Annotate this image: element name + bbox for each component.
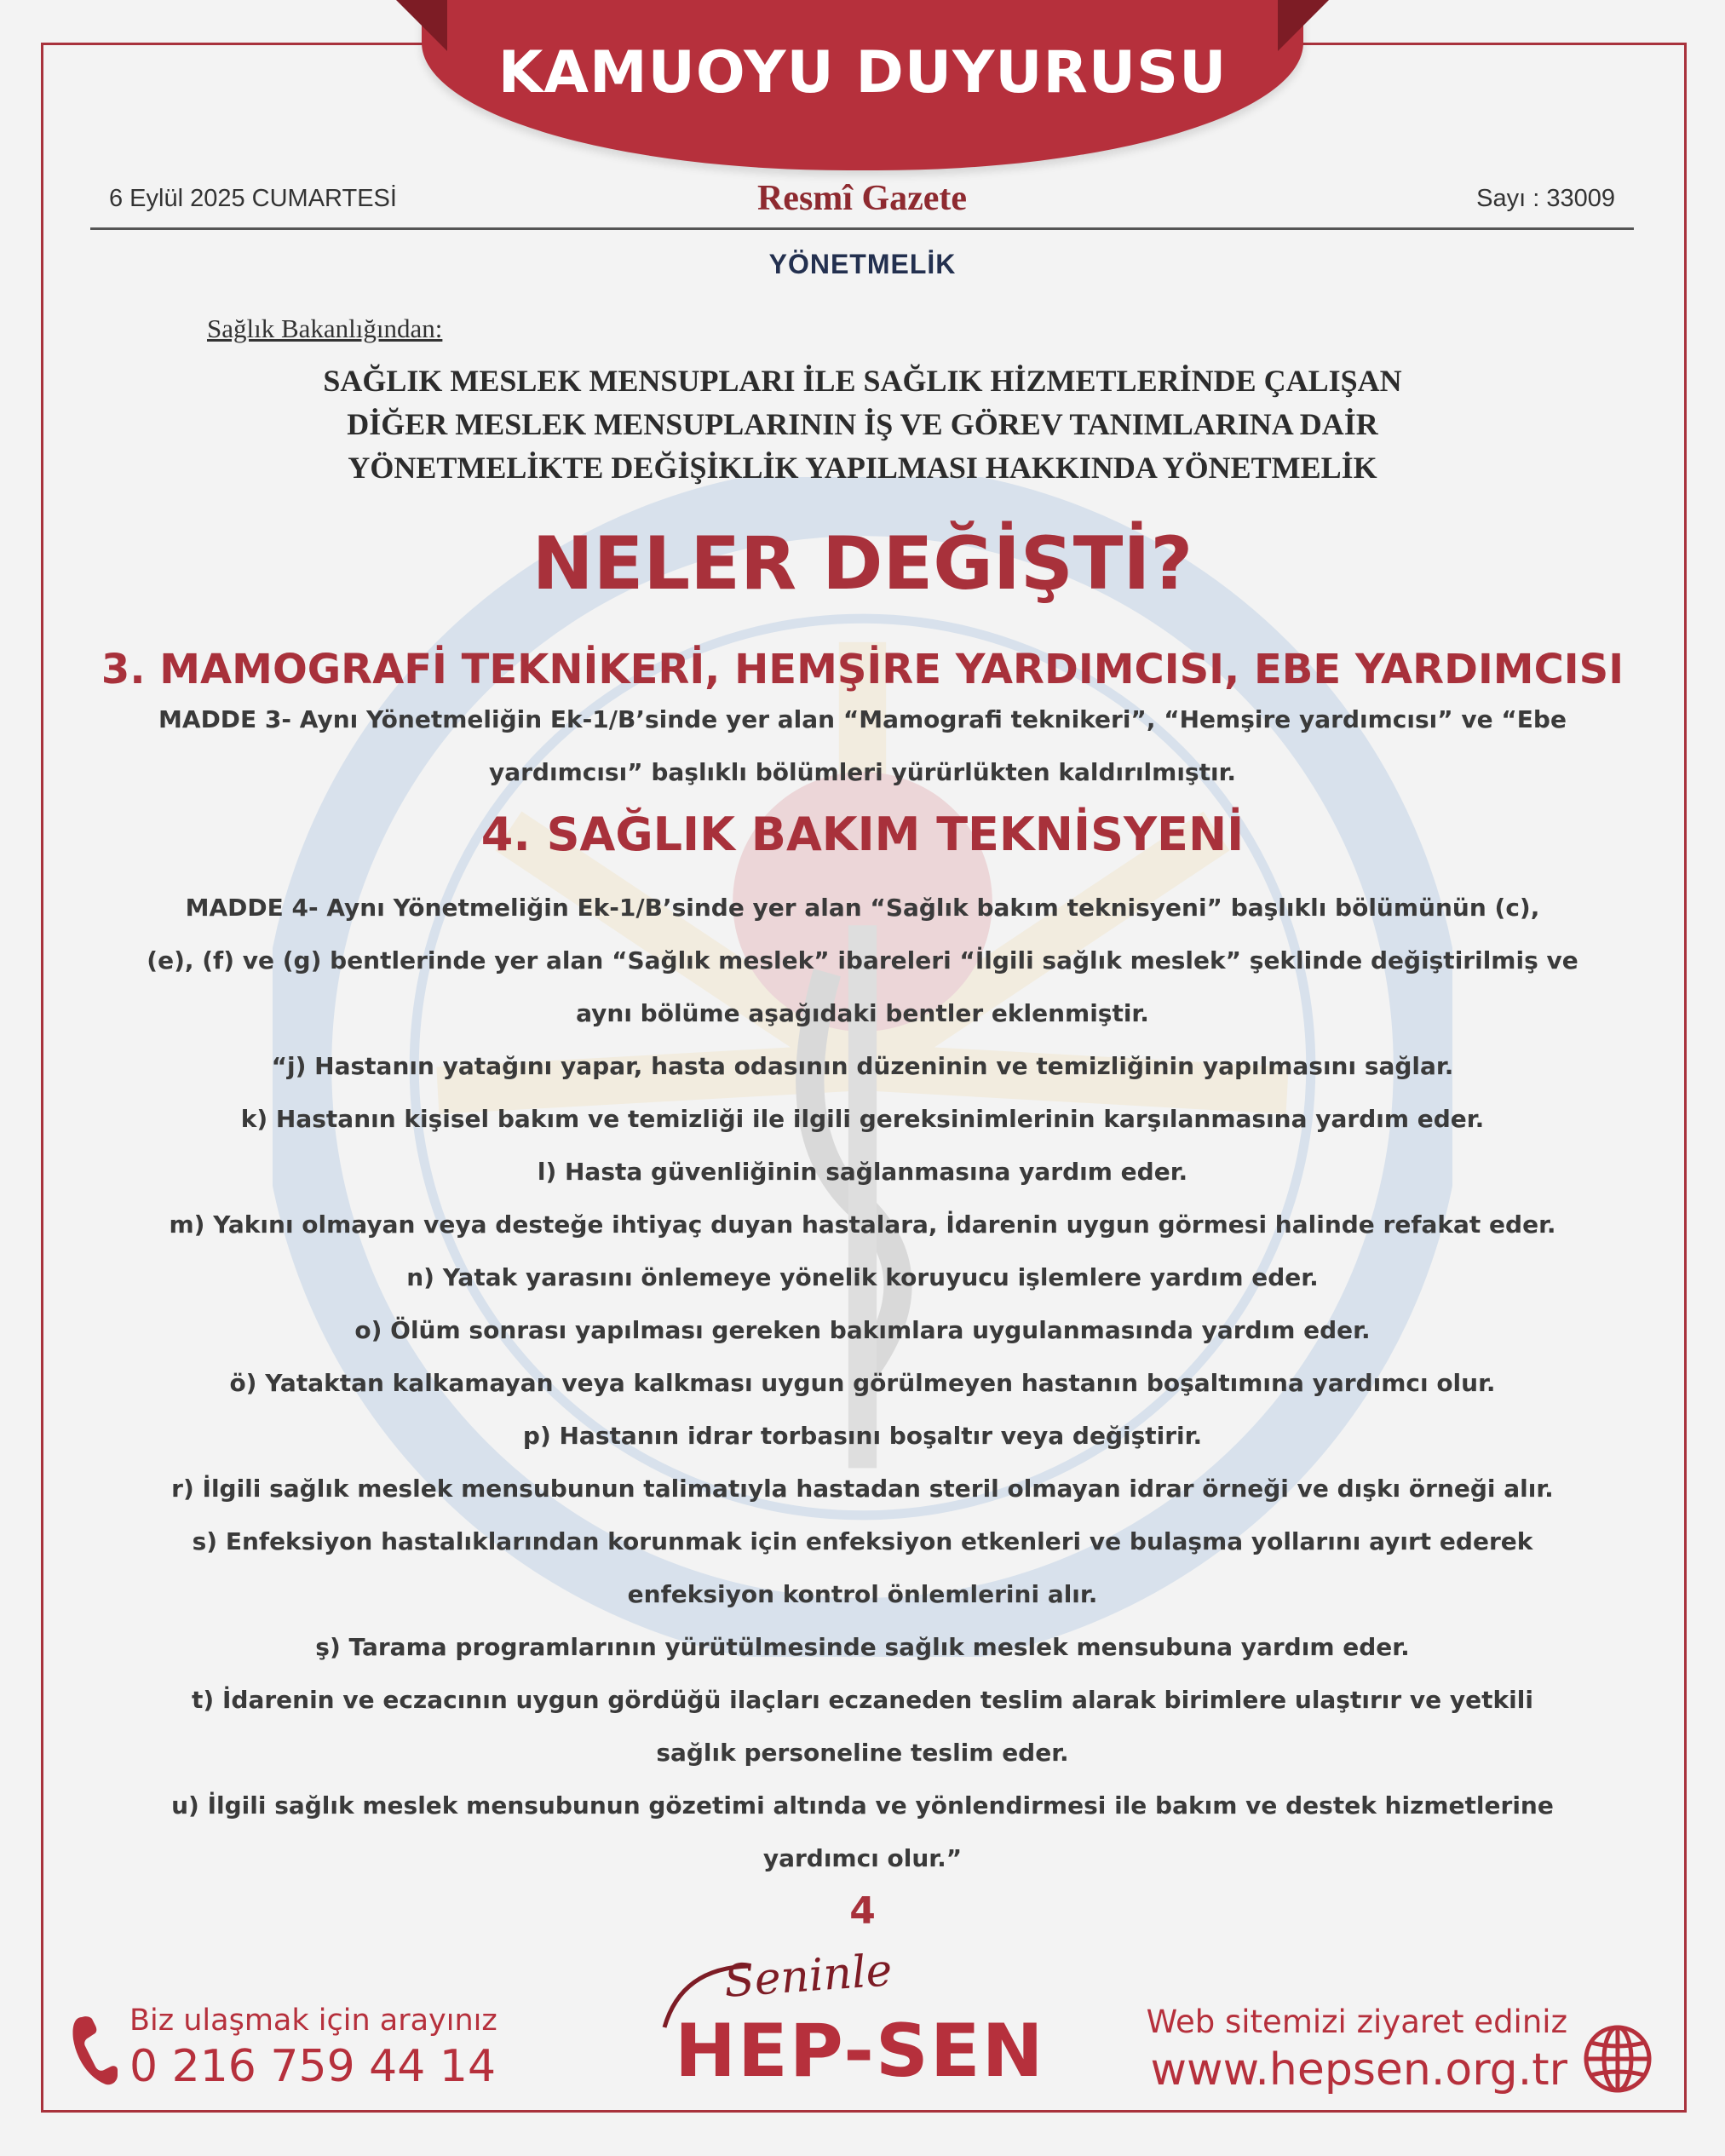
banner-title: KAMUOYU DUYURUSU: [497, 39, 1228, 106]
paragraph-line: u) İlgili sağlık meslek mensubunun gözetimi altında ve yönlendirmesi ile bakım ve destek hizmetlerine: [171, 1791, 1554, 1820]
paragraph-line: l) Hasta güvenliğinin sağlanmasına yardım eder.: [537, 1158, 1188, 1186]
paragraph-line: p) Hastanın idrar torbasını boşaltır veya değiştirir.: [522, 1422, 1203, 1450]
gazette-date: 6 Eylül 2025 CUMARTESİ: [109, 185, 397, 212]
paragraph-line: aynı bölüme aşağıdaki bentler eklenmiştir.: [576, 999, 1149, 1027]
section-3-title: 3. MAMOGRAFİ TEKNİKERİ, HEMŞİRE YARDIMCISI, EBE YARDIMCISI: [101, 646, 1624, 693]
paragraph-line: sağlık personeline teslim eder.: [656, 1739, 1069, 1767]
paragraph-line: MADDE 3- Aynı Yönetmeliğin Ek-1/B’sinde yer alan “Mamografi teknikeri”, “Hemşire yardımcısı” ve “Ebe: [158, 705, 1567, 733]
paragraph-line: yardımcı olur.”: [762, 1844, 963, 1872]
regulation-title-line: SAĞLIK MESLEK MENSUPLARI İLE SAĞLIK HİZMETLERİNDE ÇALIŞAN: [323, 364, 1402, 398]
paragraph-line: “j) Hastanın yatağını yapar, hasta odasının düzeninin ve temizliğinin yapılmasını sağlar.: [271, 1052, 1454, 1080]
call-label: Biz ulaşmak için arayınız: [129, 2004, 497, 2038]
main-title: NELER DEĞİŞTİ?: [532, 521, 1193, 607]
paragraph-line: (e), (f) ve (g) bentlerinde yer alan “Sağlık meslek” ibareleri “İlgili sağlık meslek” şeklinde değiştirilmiş ve: [147, 946, 1578, 975]
logo-script: Seninle: [722, 1945, 894, 2008]
page-number: 4: [849, 1889, 876, 1933]
section-3-body: [68, 693, 1657, 799]
paragraph-line: t) İdarenin ve eczacının uygun gördüğü ilaçları eczaneden teslim alarak birimlere ulaştırır ve yetkili: [192, 1686, 1533, 1714]
paragraph-line: o) Ölüm sonrası yapılması gereken bakımlara uygulanmasında yardım eder.: [354, 1316, 1371, 1344]
contact-website[interactable]: [1141, 2004, 1653, 2106]
paragraph-line: m) Yakını olmayan veya desteğe ihtiyaç duyan hastalara, İdarenin uygun görmesi halinde refakat eder.: [169, 1210, 1556, 1239]
paragraph-line: k) Hastanın kişisel bakım ve temizliği ile ilgili gereksinimlerinin karşılanmasına yardım eder.: [240, 1105, 1485, 1133]
regulation-title: [0, 359, 1725, 490]
globe-icon: [1583, 2024, 1653, 2094]
paragraph-line: n) Yatak yarasını önlemeye yönelik koruyucu işlemlere yardım eder.: [406, 1263, 1319, 1291]
website-link[interactable]: www.hepsen.org.tr: [1150, 2044, 1567, 2096]
gazette-number: Sayı : 33009: [1476, 185, 1615, 212]
paragraph-line: ö) Yataktan kalkamayan veya kalkması uygun görülmeyen hastanın boşaltımına yardımcı olur.: [229, 1369, 1496, 1397]
paragraph-line: yardımcısı” başlıklı bölümleri yürürlükten kaldırılmıştır.: [488, 758, 1237, 786]
gazette-title: Resmî Gazete: [756, 179, 968, 218]
hepsen-logo: [656, 1945, 1065, 2096]
paragraph-line: MADDE 4- Aynı Yönetmeliğin Ek-1/B’sinde yer alan “Sağlık bakım teknisyeni” başlıklı bölümünün (c),: [185, 894, 1540, 922]
phone-number[interactable]: 0 216 759 44 14: [129, 2041, 497, 2092]
section-4-title: 4. SAĞLIK BAKIM TEKNİSYENİ: [480, 808, 1245, 861]
web-label: Web sitemizi ziyaret ediniz: [1146, 2004, 1567, 2040]
regulation-title-line: DİĞER MESLEK MENSUPLARININ İŞ VE GÖREV TANIMLARINA DAİR: [347, 407, 1378, 441]
gazette-section-type: YÖNETMELİK: [768, 249, 957, 279]
section-4-body: [68, 882, 1657, 1885]
paragraph-line: enfeksiyon kontrol önlemlerini alır.: [627, 1580, 1098, 1608]
paragraph-line: r) İlgili sağlık meslek mensubunun talimatıyla hastadan steril olmayan idrar örneği ve dışkı örneği alır.: [171, 1475, 1554, 1503]
paragraph-line: ş) Tarama programlarının yürütülmesinde sağlık meslek mensubuna yardım eder.: [315, 1633, 1410, 1661]
phone-icon: [70, 2014, 121, 2087]
gazette-header: [90, 175, 1634, 230]
regulation-title-line: YÖNETMELİKTE DEĞİŞİKLİK YAPILMASI HAKKINDA YÖNETMELİK: [348, 451, 1377, 485]
ministry-name: Sağlık Bakanlığından:: [207, 313, 443, 343]
paragraph-line: s) Enfeksiyon hastalıklarından korunmak için enfeksiyon etkenleri ve bulaşma yollarını ayırt ederek: [192, 1527, 1533, 1555]
logo-wordmark: HEP-SEN: [675, 2009, 1045, 2094]
